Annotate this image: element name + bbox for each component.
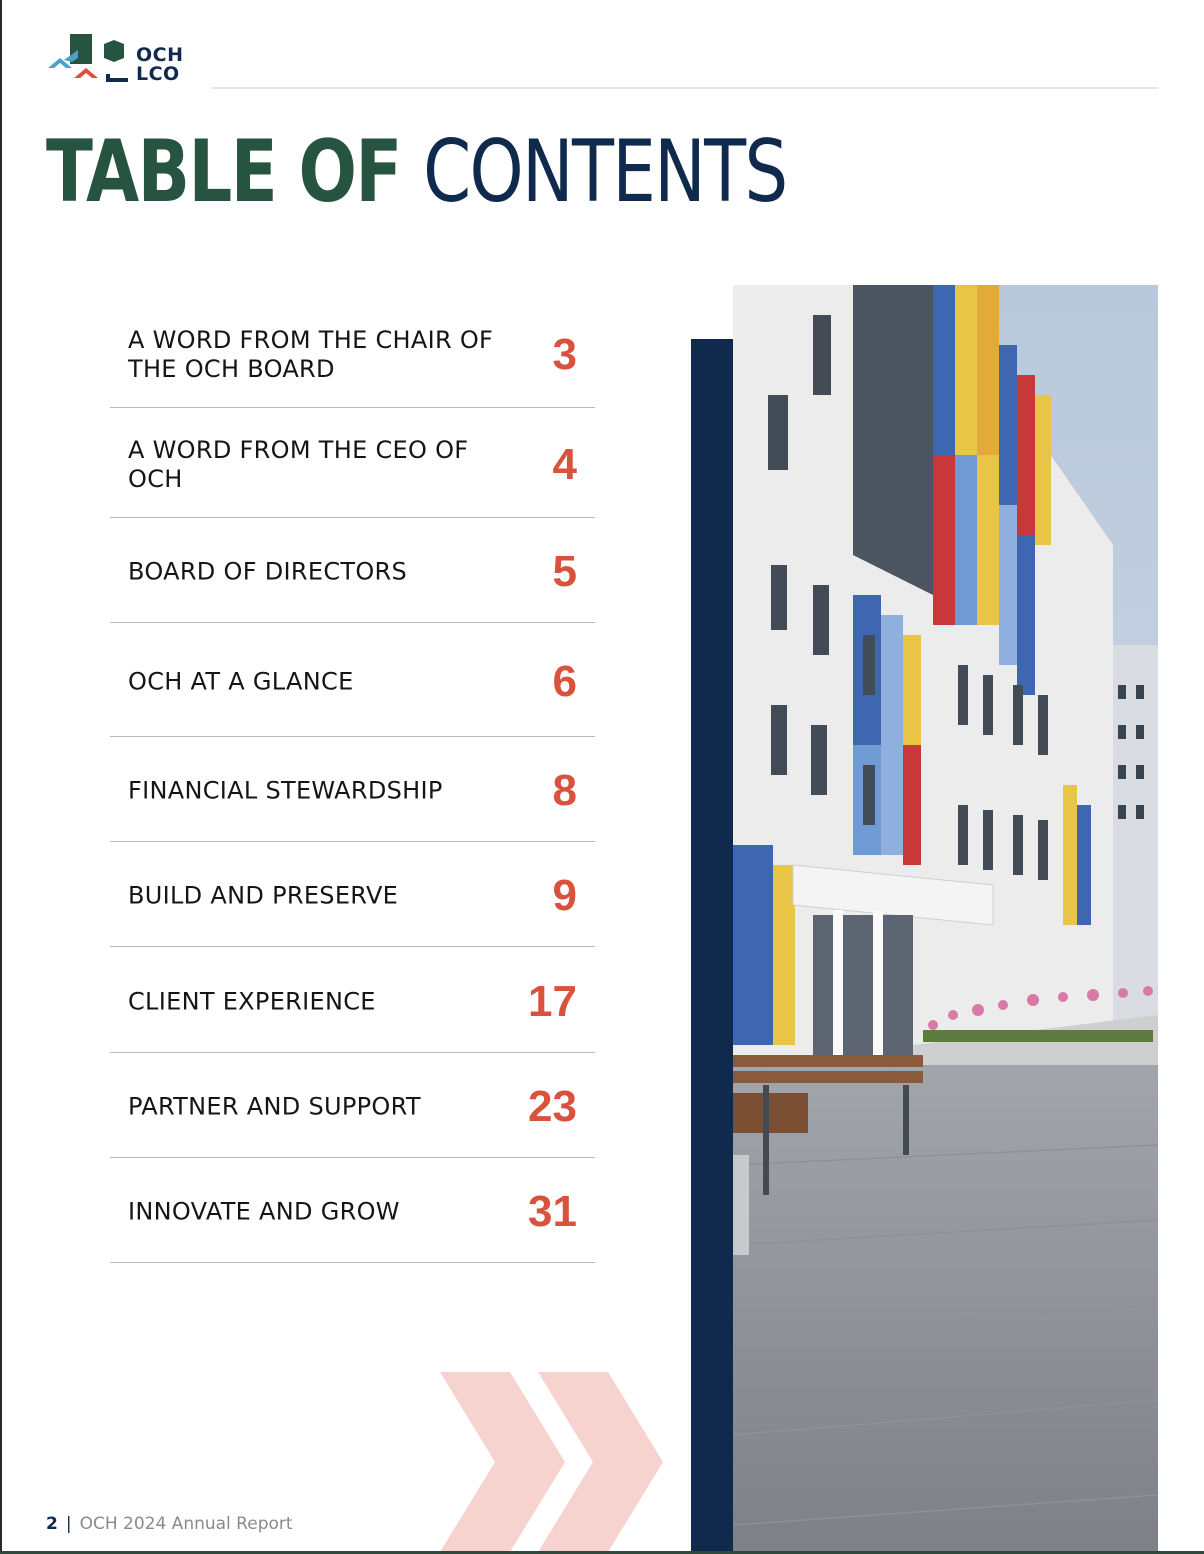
footer-separator: | (65, 1514, 72, 1534)
toc-item-label: PARTNER AND SUPPORT (128, 1092, 421, 1121)
toc-item-page-number: 9 (552, 871, 577, 920)
toc-item-page-number: 31 (528, 1187, 577, 1236)
toc-item-label: OCH AT A GLANCE (128, 667, 354, 695)
toc-item-label: BUILD AND PRESERVE (128, 881, 399, 910)
logo-wordmark (136, 46, 184, 84)
toc-item[interactable] (110, 737, 595, 842)
toc-item[interactable] (110, 1053, 595, 1158)
title-part-1: TABLE OF (46, 122, 401, 222)
logo-line-2: LCO (136, 63, 180, 85)
toc-item-page-number: 3 (552, 330, 577, 379)
toc-item[interactable] (110, 1158, 595, 1263)
page-left-border (0, 0, 2, 1554)
toc-item-label: FINANCIAL STEWARDSHIP (128, 776, 443, 805)
toc-item[interactable] (110, 310, 595, 408)
toc-item[interactable] (110, 518, 595, 623)
logo-mark-icon (46, 30, 141, 90)
toc-item-page-number: 5 (552, 547, 577, 596)
toc-item[interactable] (110, 408, 595, 518)
toc-list (110, 310, 595, 1263)
building-photo (733, 285, 1158, 1554)
toc-item-page-number: 8 (552, 766, 577, 815)
toc-item-page-number: 17 (528, 976, 577, 1026)
title-part-2: CONTENTS (423, 122, 787, 222)
navy-accent-bar (691, 339, 733, 1554)
toc-item-label: BOARD OF DIRECTORS (128, 557, 408, 586)
logo-line-1: OCH (136, 44, 184, 66)
page-footer (46, 1514, 293, 1534)
toc-item-page-number: 23 (528, 1082, 577, 1131)
toc-item-label: INNOVATE AND GROW (128, 1197, 400, 1226)
toc-item[interactable] (110, 623, 595, 737)
toc-item[interactable] (110, 947, 595, 1053)
page-number: 2 (46, 1514, 58, 1534)
toc-item-label: A WORD FROM THE CEO OF OCH (128, 435, 469, 493)
decorative-chevrons-icon (440, 1372, 670, 1552)
toc-item-page-number: 4 (552, 439, 577, 489)
page-title (46, 120, 787, 224)
toc-item-page-number: 6 (552, 656, 577, 706)
toc-item-label: CLIENT EXPERIENCE (128, 987, 376, 1015)
toc-item[interactable] (110, 842, 595, 947)
report-name: OCH 2024 Annual Report (79, 1514, 293, 1534)
header-rule (212, 87, 1158, 89)
toc-item-label: A WORD FROM THE CHAIR OF THE OCH BOARD (128, 326, 494, 383)
